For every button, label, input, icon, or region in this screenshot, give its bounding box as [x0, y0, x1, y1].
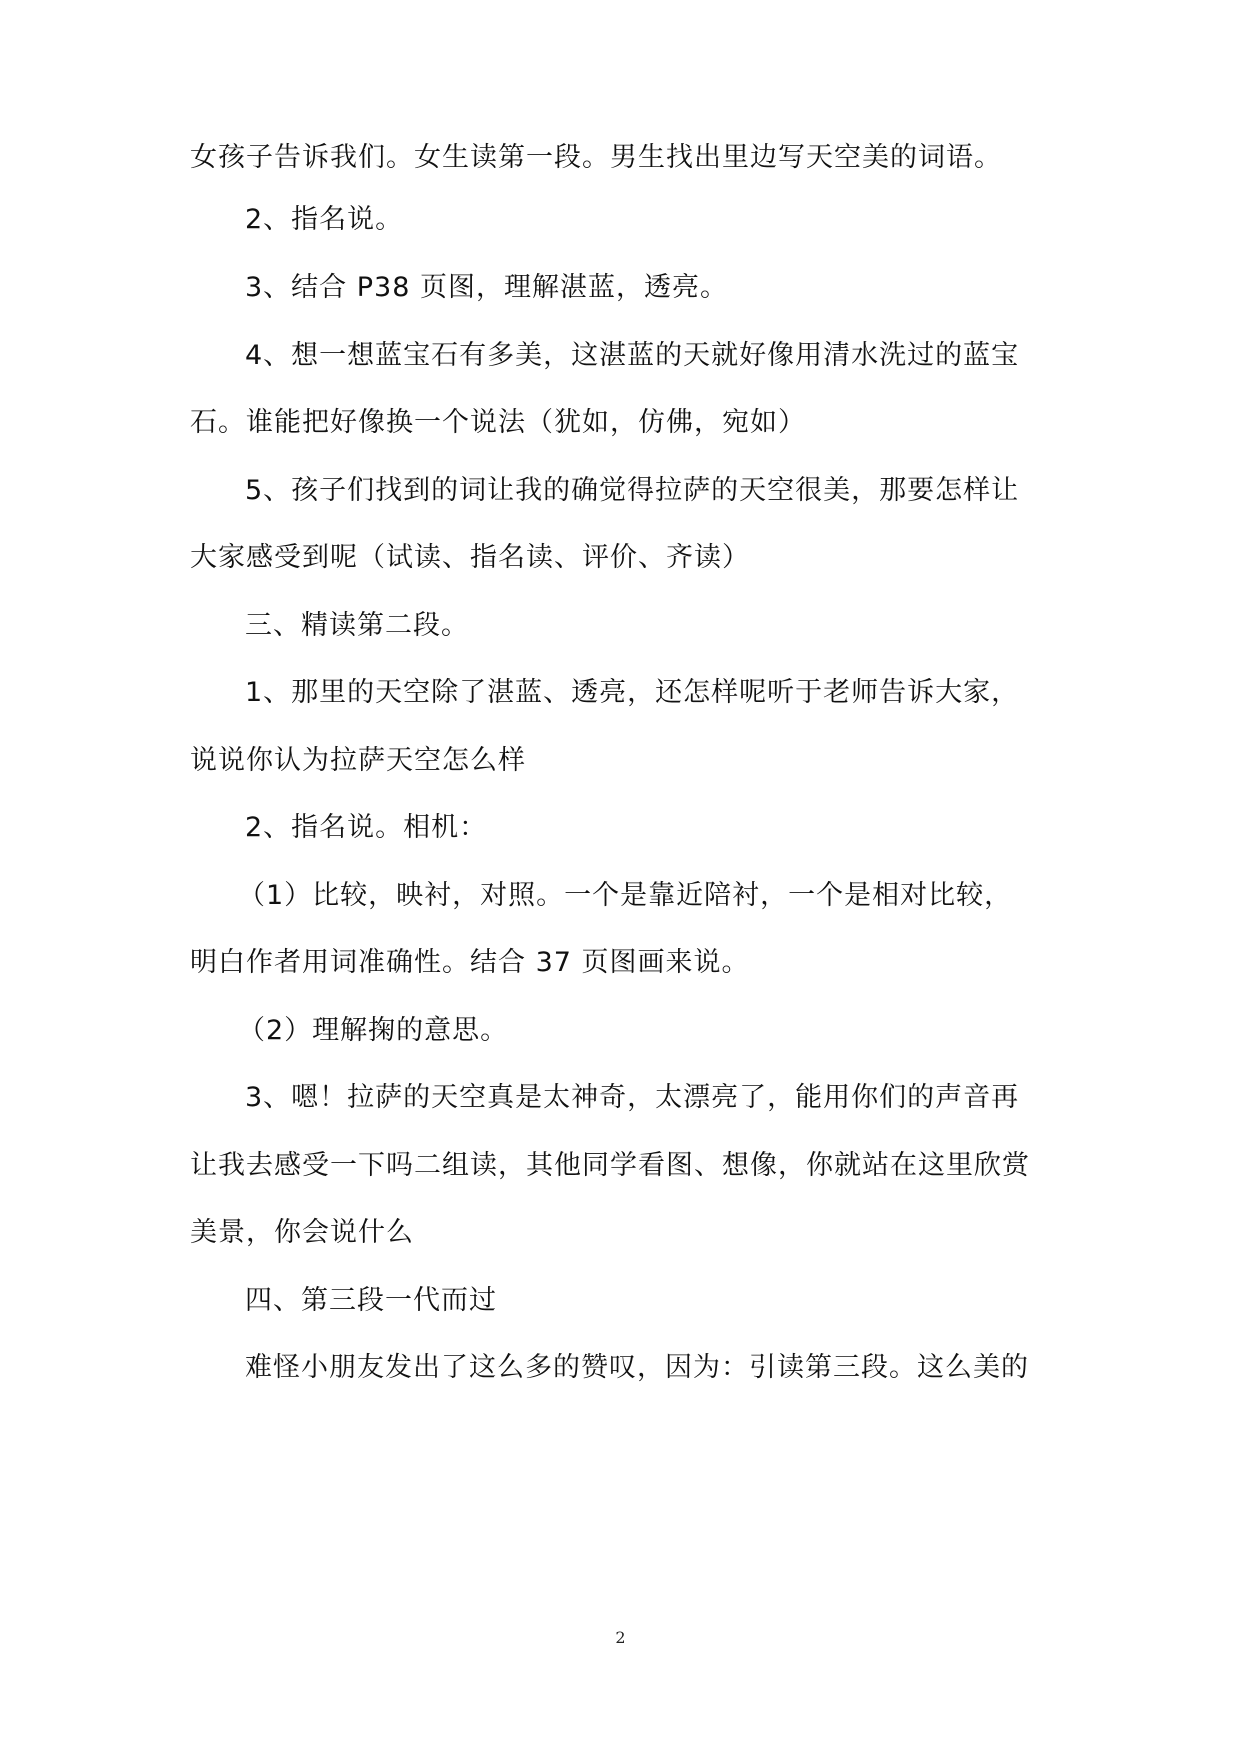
text-line-item-3: 3、结合 P38 页图，理解湛蓝，透亮。 [245, 272, 728, 303]
text-line-item-4-cont: 石。谁能把好像换一个说法（犹如，仿佛，宛如） [190, 407, 806, 438]
text-line-sec3-item-1: 1、那里的天空除了湛蓝、透亮，还怎样呢听于老师告诉大家， [245, 677, 1020, 708]
text-line-item-2: 2、指名说。 [245, 204, 404, 235]
text-line-sub-1-cont: 明白作者用词准确性。结合 37 页图画来说。 [190, 947, 750, 978]
text-line-item-5-cont: 大家感受到呢（试读、指名读、评价、齐读） [190, 542, 750, 573]
text-line-sec3-item-2: 2、指名说。相机： [245, 812, 488, 843]
text-line-item-5: 5、孩子们找到的词让我的确觉得拉萨的天空很美，那要怎样让 [245, 475, 1020, 506]
text-line-sec3-item-3-cont-2: 美景，你会说什么 [190, 1217, 414, 1248]
text-line-sec3-item-3-cont: 让我去感受一下吗二组读，其他同学看图、想像，你就站在这里欣赏 [190, 1150, 1030, 1181]
section-heading-3: 三、精读第二段。 [245, 610, 469, 641]
text-line-continuation: 女孩子告诉我们。女生读第一段。男生找出里边写天空美的词语。 [190, 142, 1002, 173]
text-line-sec4-para: 难怪小朋友发出了这么多的赞叹，因为：引读第三段。这么美的 [245, 1352, 1029, 1383]
page-number: 2 [615, 1628, 626, 1647]
section-heading-4: 四、第三段一代而过 [245, 1285, 497, 1316]
text-line-item-4: 4、想一想蓝宝石有多美，这湛蓝的天就好像用清水洗过的蓝宝 [245, 340, 1020, 371]
text-line-sub-1: （1）比较，映衬，对照。一个是靠近陪衬，一个是相对比较， [238, 880, 1013, 911]
text-line-sec3-item-1-cont: 说说你认为拉萨天空怎么样 [190, 745, 526, 776]
text-line-sec3-item-3: 3、嗯！拉萨的天空真是太神奇，太漂亮了，能用你们的声音再 [245, 1082, 1020, 1113]
text-line-sub-2: （2）理解掬的意思。 [238, 1015, 509, 1046]
